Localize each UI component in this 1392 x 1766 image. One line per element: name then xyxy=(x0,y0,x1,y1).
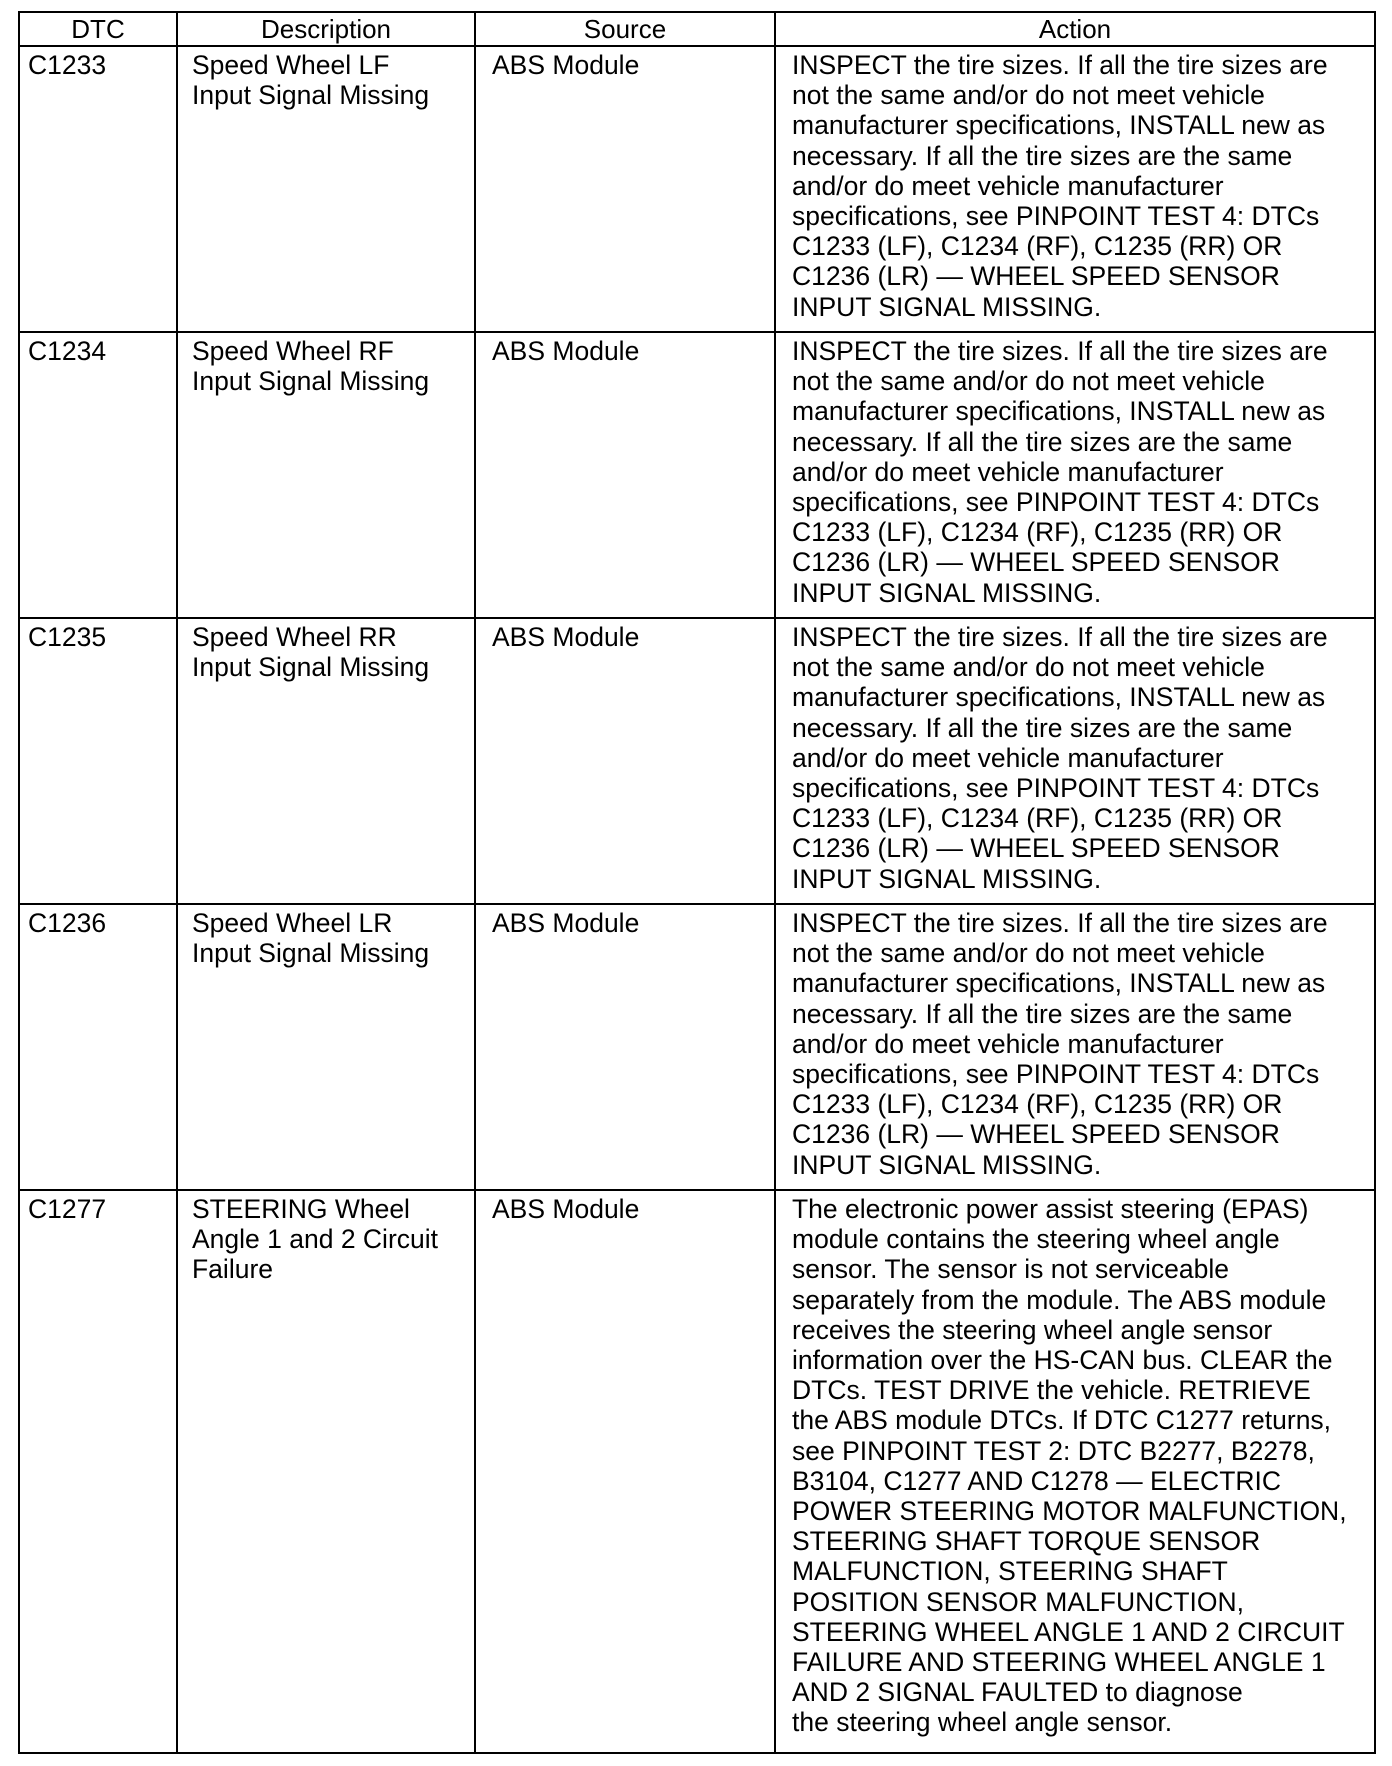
dtc-action: The electronic power assist steering (EPAS) module contains the steering wheel angle sensor. The sensor is not serviceable separately from the module. The ABS module receives the steering wheel angle sensor information over the HS-CAN bus. CLEAR the DTCs. TEST DRIVE the vehicle. RETRIEVE the ABS module DTCs. If DTC C1277 returns, see PINPOINT TEST 2: DTC B2277, B2278, B3104, C1277 AND C1278 — ELECTRIC POWER STEERING MOTOR MALFUNCTION, STEERING SHAFT TORQUE SENSOR MALFUNCTION, STEERING SHAFT POSITION SENSOR MALFUNCTION, STEERING WHEEL ANGLE 1 AND 2 CIRCUIT FAILURE AND STEERING WHEEL ANGLE 1 AND 2 SIGNAL FAULTED to diagnose the steering wheel angle sensor. xyxy=(775,1190,1375,1753)
table-row xyxy=(19,332,1375,618)
dtc-source: ABS Module xyxy=(475,332,775,618)
dtc-action: INSPECT the tire sizes. If all the tire sizes are not the same and/or do not meet vehicle manufacturer specifications, INSTALL new as necessary. If all the tire sizes are the same and/or do meet vehicle manufacturer specifications, see PINPOINT TEST 4: DTCs C1233 (LF), C1234 (RF), C1235 (RR) OR C1236 (LR) — WHEEL SPEED SENSOR INPUT SIGNAL MISSING. xyxy=(775,46,1375,332)
dtc-description: Speed Wheel LR Input Signal Missing xyxy=(177,904,475,1190)
table-row xyxy=(19,904,1375,1190)
dtc-code: C1234 xyxy=(19,332,177,618)
dtc-code: C1277 xyxy=(19,1190,177,1753)
dtc-source: ABS Module xyxy=(475,904,775,1190)
dtc-action: INSPECT the tire sizes. If all the tire sizes are not the same and/or do not meet vehicle manufacturer specifications, INSTALL new as necessary. If all the tire sizes are the same and/or do meet vehicle manufacturer specifications, see PINPOINT TEST 4: DTCs C1233 (LF), C1234 (RF), C1235 (RR) OR C1236 (LR) — WHEEL SPEED SENSOR INPUT SIGNAL MISSING. xyxy=(775,332,1375,618)
header-row xyxy=(19,12,1375,46)
dtc-source: ABS Module xyxy=(475,1190,775,1753)
dtc-code: C1236 xyxy=(19,904,177,1190)
dtc-description: Speed Wheel LF Input Signal Missing xyxy=(177,46,475,332)
dtc-description: STEERING Wheel Angle 1 and 2 Circuit Failure xyxy=(177,1190,475,1753)
header-dtc: DTC xyxy=(19,12,177,46)
dtc-code: C1233 xyxy=(19,46,177,332)
dtc-source: ABS Module xyxy=(475,618,775,904)
dtc-action: INSPECT the tire sizes. If all the tire sizes are not the same and/or do not meet vehicle manufacturer specifications, INSTALL new as necessary. If all the tire sizes are the same and/or do meet vehicle manufacturer specifications, see PINPOINT TEST 4: DTCs C1233 (LF), C1234 (RF), C1235 (RR) OR C1236 (LR) — WHEEL SPEED SENSOR INPUT SIGNAL MISSING. xyxy=(775,618,1375,904)
table-row xyxy=(19,1190,1375,1753)
dtc-description: Speed Wheel RF Input Signal Missing xyxy=(177,332,475,618)
header-action: Action xyxy=(775,12,1375,46)
header-description: Description xyxy=(177,12,475,46)
header-source: Source xyxy=(475,12,775,46)
dtc-source: ABS Module xyxy=(475,46,775,332)
table-row xyxy=(19,46,1375,332)
table-row xyxy=(19,618,1375,904)
dtc-description: Speed Wheel RR Input Signal Missing xyxy=(177,618,475,904)
dtc-table xyxy=(18,11,1376,1754)
dtc-code: C1235 xyxy=(19,618,177,904)
dtc-action: INSPECT the tire sizes. If all the tire sizes are not the same and/or do not meet vehicle manufacturer specifications, INSTALL new as necessary. If all the tire sizes are the same and/or do meet vehicle manufacturer specifications, see PINPOINT TEST 4: DTCs C1233 (LF), C1234 (RF), C1235 (RR) OR C1236 (LR) — WHEEL SPEED SENSOR INPUT SIGNAL MISSING. xyxy=(775,904,1375,1190)
